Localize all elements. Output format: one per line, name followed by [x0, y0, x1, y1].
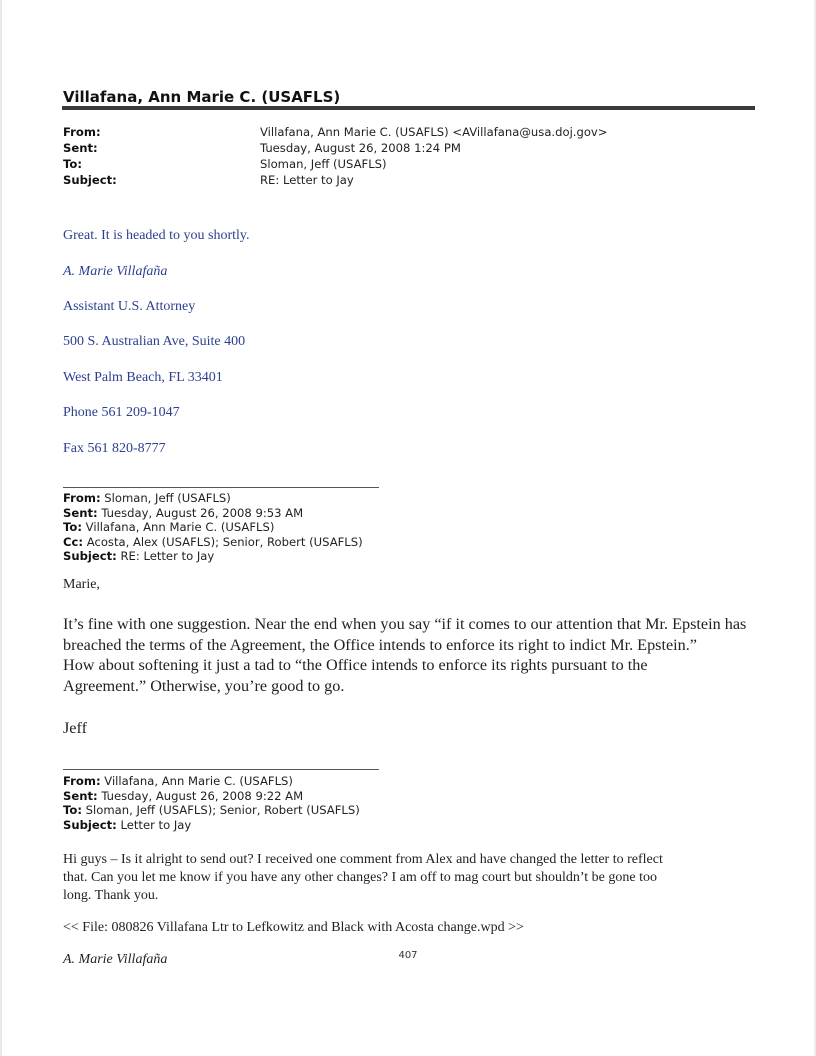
quoted-separator: [63, 769, 379, 770]
email-header-block: [63, 124, 753, 188]
scan-edge-left: [0, 0, 2, 1056]
body-line: long. Thank you.: [63, 887, 159, 903]
quoted-from-line: From: Villafana, Ann Marie C. (USAFLS): [63, 774, 293, 788]
mailbox-owner-title: Villafana, Ann Marie C. (USAFLS): [63, 88, 341, 106]
header-label: Sent:: [63, 141, 98, 155]
header-row-to: [63, 156, 753, 172]
quoted-to-line: To: Sloman, Jeff (USAFLS); Senior, Robert (USAFLS): [63, 803, 360, 817]
attachment-reference: << File: 080826 Villafana Ltr to Lefkowitz and Black with Acosta change.wpd >>: [63, 920, 524, 935]
signature-address: 500 S. Australian Ave, Suite 400: [63, 334, 246, 349]
quoted-signature-name: A. Marie Villafaña: [63, 952, 168, 967]
header-label: Subject:: [63, 173, 117, 187]
title-divider: [62, 106, 755, 110]
page-number: 407: [398, 950, 418, 961]
body-line: It’s fine with one suggestion. Near the end when you say “if it comes to our attention that Mr. Epstein has: [63, 615, 747, 633]
body-line: breached the terms of the Agreement, the Office intends to enforce its right to indict Mr. Epstein.”: [63, 635, 697, 654]
quoted-from-line: From: Sloman, Jeff (USAFLS): [63, 491, 231, 505]
quoted-subject-line: Subject: RE: Letter to Jay: [63, 549, 215, 563]
quoted-to-line: To: Villafana, Ann Marie C. (USAFLS): [63, 520, 275, 534]
quoted-separator: [63, 487, 379, 488]
signature-fax: Fax 561 820-8777: [63, 441, 166, 456]
quoted-greeting: Marie,: [63, 577, 100, 592]
quoted-body-1: [63, 614, 763, 696]
header-value: Villafana, Ann Marie C. (USAFLS) <AVillafana@usa.doj.gov>: [260, 125, 608, 139]
header-value: Sloman, Jeff (USAFLS): [260, 157, 387, 171]
quoted-subject-line: Subject: Letter to Jay: [63, 817, 192, 832]
quoted-sent-line: Sent: Tuesday, August 26, 2008 9:53 AM: [63, 505, 304, 520]
signature-phone: Phone 561 209-1047: [63, 405, 180, 420]
header-label: From:: [63, 125, 101, 139]
quoted-cc-line: Cc: Acosta, Alex (USAFLS); Senior, Robert (USAFLS): [63, 534, 363, 549]
quoted-header-1: [63, 491, 363, 564]
reply-body: Great. It is headed to you shortly.: [63, 228, 250, 243]
header-value: Tuesday, August 26, 2008 1:24 PM: [260, 141, 461, 155]
header-row-from: [63, 124, 753, 140]
header-row-subject: [63, 172, 753, 188]
signature-city: West Palm Beach, FL 33401: [63, 370, 223, 385]
reply-signature-name: A. Marie Villafaña: [63, 264, 168, 279]
header-row-sent: [63, 140, 753, 156]
signature-title: Assistant U.S. Attorney: [63, 299, 196, 314]
body-line: that. Can you let me know if you have any other changes? I am off to mag court but shouldn’t be gone too: [63, 869, 657, 885]
body-line: Hi guys – Is it alright to send out? I received one comment from Alex and have changed the letter to reflect: [63, 852, 663, 867]
quoted-header-2: [63, 774, 360, 832]
header-label: To:: [63, 157, 82, 171]
quoted-body-2: [63, 851, 763, 904]
quoted-signoff: Jeff: [63, 719, 87, 737]
quoted-sent-line: Sent: Tuesday, August 26, 2008 9:22 AM: [63, 788, 304, 803]
header-value: RE: Letter to Jay: [260, 173, 354, 187]
body-line: How about softening it just a tad to “the Office intends to enforce its rights pursuant to the: [63, 656, 648, 674]
body-line: Agreement.” Otherwise, you’re good to go.: [63, 676, 345, 695]
